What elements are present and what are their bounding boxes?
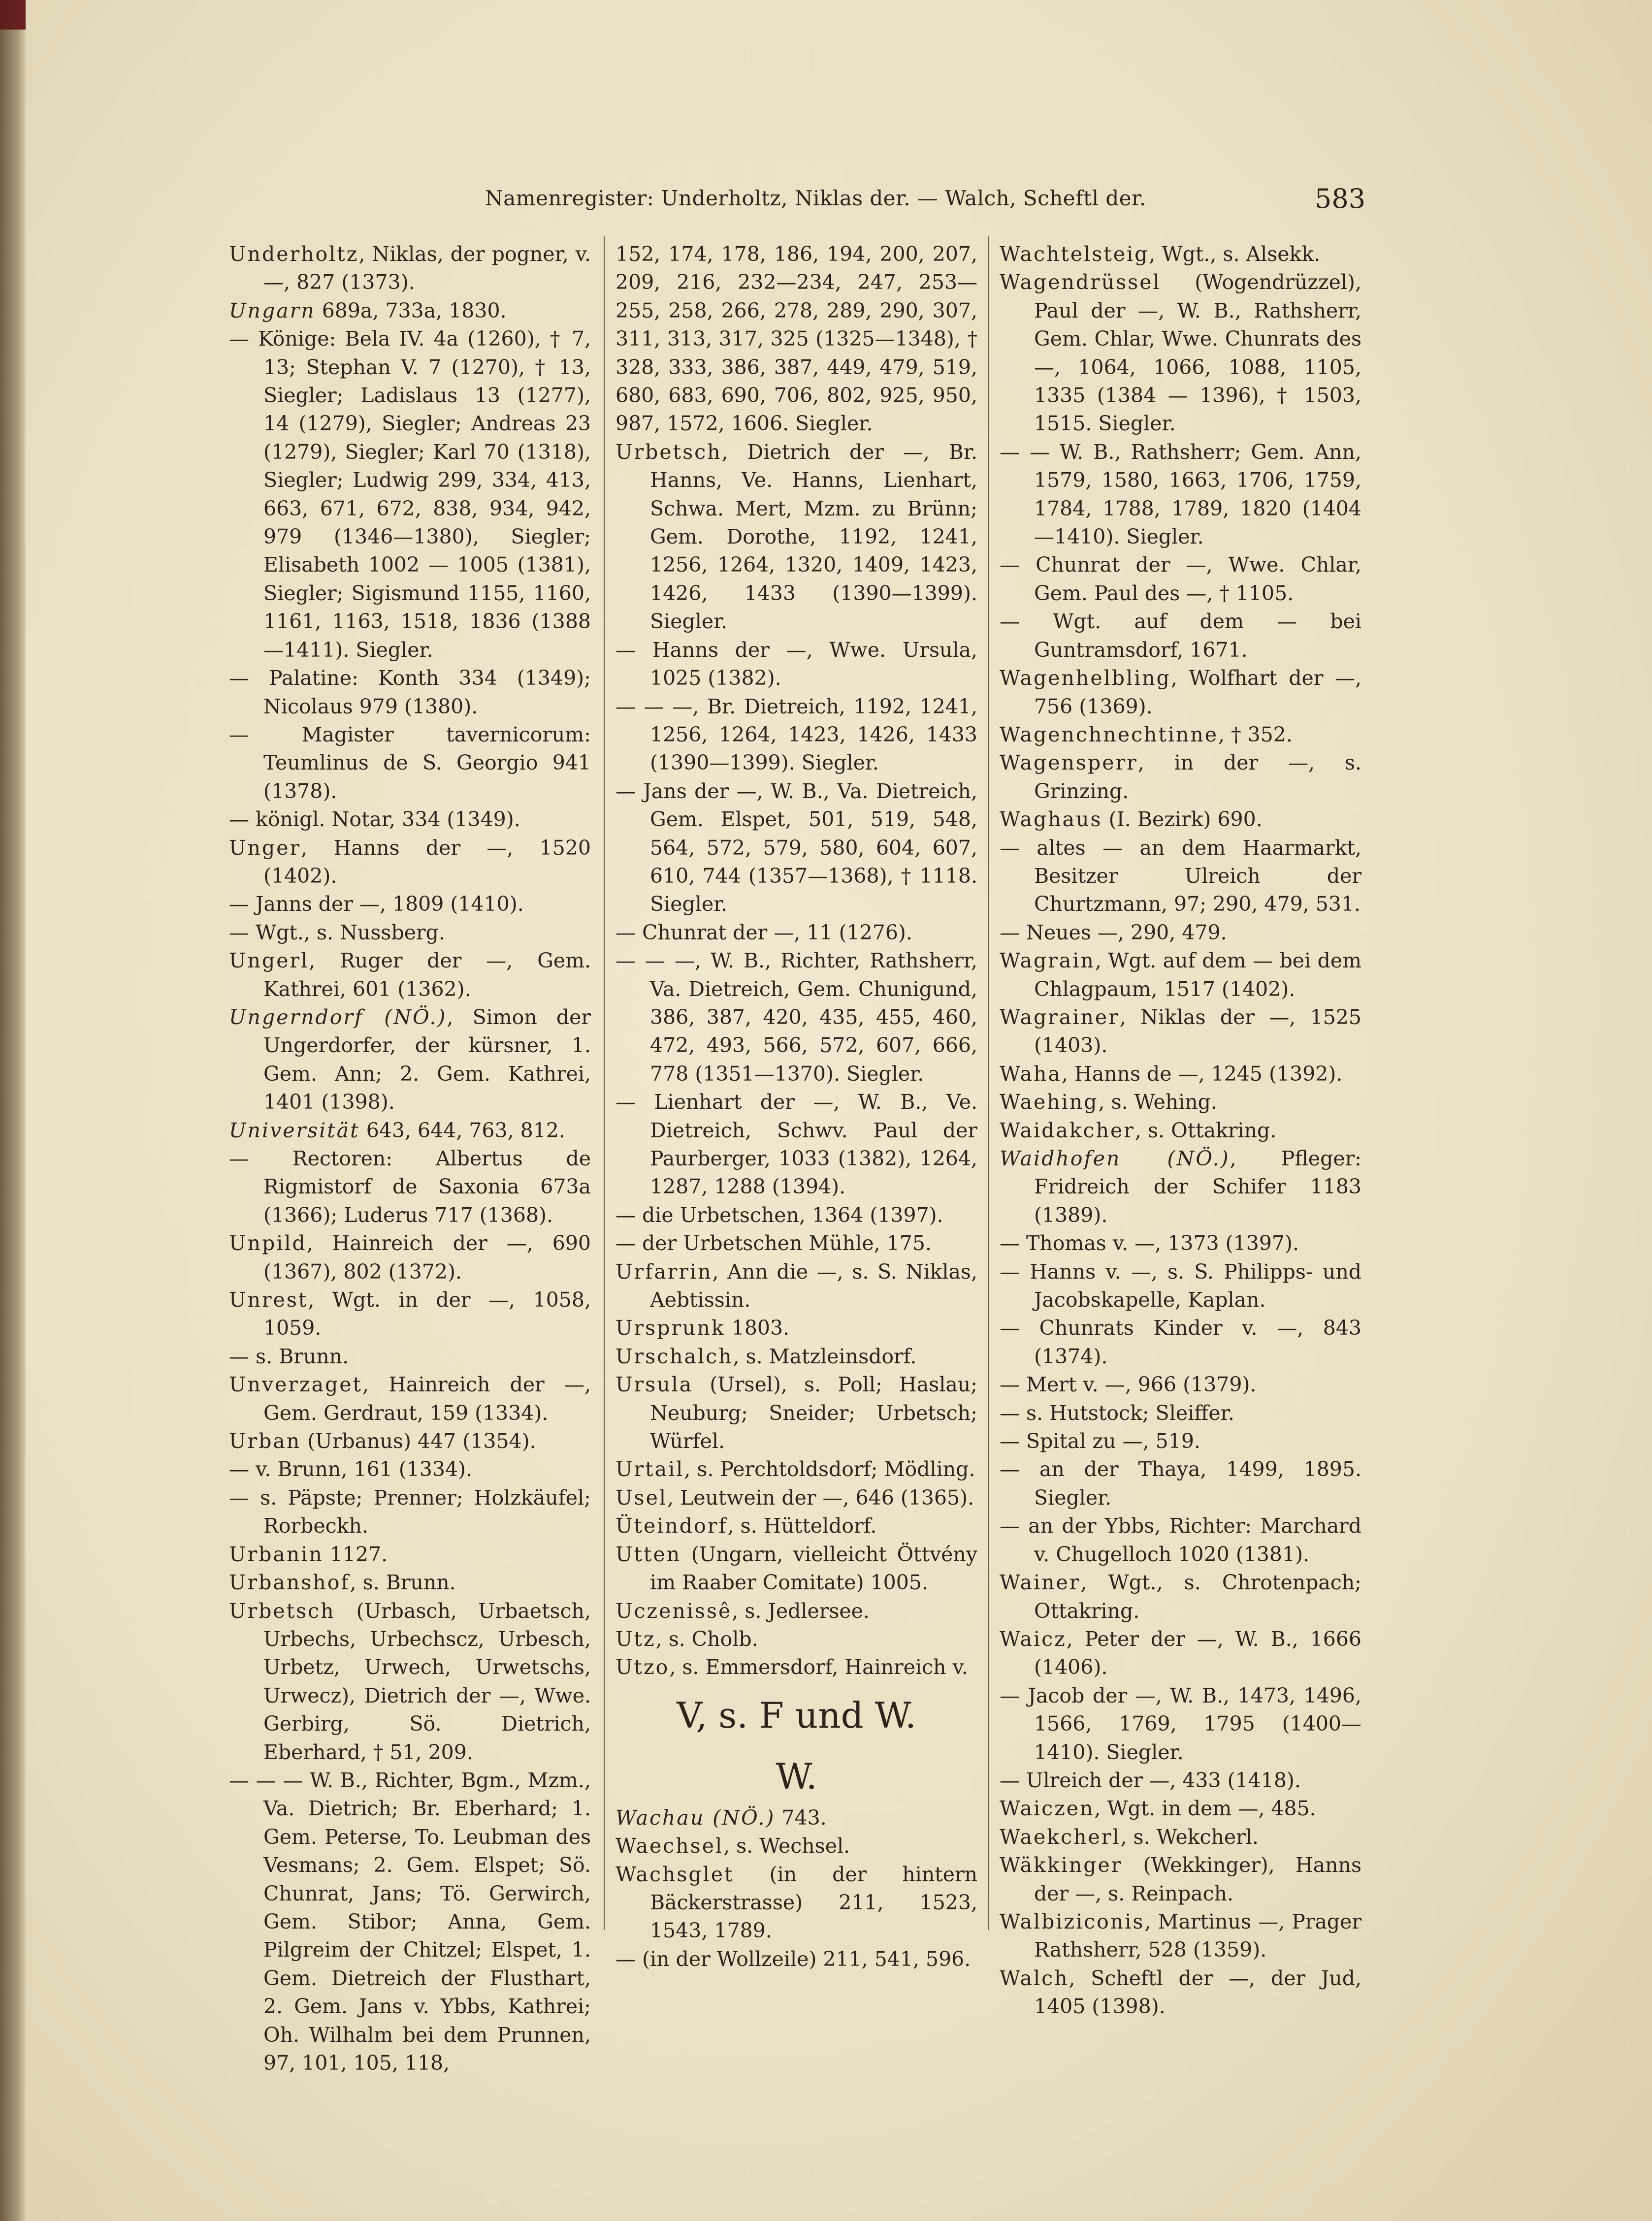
page-number: 583 xyxy=(1315,183,1366,214)
entry-headword: Üteindorf xyxy=(615,1514,728,1538)
entry-text: , s. Wekcherl. xyxy=(1120,1825,1259,1849)
entry-text: , Wolfhart der —, 756 (1369). xyxy=(1034,666,1361,718)
entry-text: , s. Cholb. xyxy=(655,1627,758,1651)
entry-headword: Utten xyxy=(615,1542,681,1566)
index-entry xyxy=(229,1767,591,2077)
index-entry xyxy=(615,1945,977,1973)
entry-headword: Ungerndorf (NÖ.) xyxy=(229,1005,447,1029)
index-entry xyxy=(229,1427,591,1455)
entry-text: — Magister tavernicorum: Teumlinus de S. Georgio 941 (1378). xyxy=(229,722,591,803)
entry-text: , Hainreich der —, Gem. Gerdraut, 159 (1334). xyxy=(263,1373,591,1425)
index-entry xyxy=(615,1541,977,1597)
column-rule-right xyxy=(988,236,989,1930)
index-entry xyxy=(615,1653,977,1681)
entry-headword: Usel xyxy=(615,1485,667,1510)
entry-text: (I. Bezirk) 690. xyxy=(1102,807,1263,832)
entry-text: , Wgt., s. Chrotenpach; Ottakring. xyxy=(1034,1571,1361,1623)
entry-headword: Wachau (NÖ.) xyxy=(615,1805,776,1830)
entry-headword: Urbanshof xyxy=(229,1571,350,1595)
entry-text: , Pfleger: Fridreich der Schifer 1183 (1389). xyxy=(1034,1147,1361,1227)
entry-text: , in der —, s. Grinzing. xyxy=(1034,751,1361,803)
entry-text: — s. Päpste; Prenner; Holzkäufel; Rorbeckh. xyxy=(229,1485,591,1538)
entry-text: — Palatine: Konth 334 (1349); Nicolaus 979 (1380). xyxy=(229,666,591,718)
entry-text: — Wgt., s. Nussberg. xyxy=(229,920,445,944)
entry-headword: Unrest xyxy=(229,1288,308,1312)
index-entry xyxy=(1000,1060,1361,1088)
entry-text: 152, 174, 178, 186, 194, 200, 207, 209, 216, 232—234, 247, 253—255, 258, 266, 278, 289, 290, 307, 311, 313, 317, 325 (1325—1348), † 328, 333, 386, 387, 449, 479, 519, 680, 683, 690, 706, 802, 925, 950, 987, 1572, 1606. Siegler. xyxy=(615,242,977,436)
entry-text: — Lienhart der —, W. B., Ve. Dietreich, Schwv. Paul der Paurberger, 1033 (1382), 1264, 1287, 1288 (1394). xyxy=(615,1090,977,1199)
section-heading: V, s. F und W. xyxy=(677,1694,916,1736)
index-entry xyxy=(229,325,591,664)
entry-text: — Jans der —, W. B., Va. Dietreich, Gem. Elspet, 501, 519, 548, 564, 572, 579, 580, 604, 607, 610, 744 (1357—1368), † 1118. Siegler. xyxy=(615,779,977,916)
entry-headword: Wagrainer xyxy=(1000,1005,1120,1029)
entry-text: , s. Hütteldorf. xyxy=(727,1514,877,1538)
entry-text: — s. Brunn. xyxy=(229,1344,349,1368)
index-entry xyxy=(1000,1851,1361,1908)
index-entry xyxy=(1000,551,1361,608)
entry-text: , s. Perchtoldsdorf; Mödling. xyxy=(684,1457,975,1481)
index-entry xyxy=(1000,1767,1361,1795)
index-entry xyxy=(229,947,591,1003)
entry-text: — Hanns v. —, s. S. Philipps- und Jacobskapelle, Kaplan. xyxy=(1000,1259,1361,1312)
index-entry xyxy=(229,805,591,834)
index-entry xyxy=(615,1371,977,1455)
entry-text: (Wekkinger), Hanns der —, s. Reinpach. xyxy=(1034,1853,1361,1905)
entry-text: , Simon der Ungerdorfer, der kürsner, 1. Gem. Ann; 2. Gem. Kathrei, 1401 (1398). xyxy=(263,1005,591,1114)
index-entry xyxy=(229,890,591,918)
index-entry xyxy=(1000,1625,1361,1682)
entry-headword: Ursula xyxy=(615,1373,693,1397)
index-entry xyxy=(229,1003,591,1117)
entry-headword: Utz xyxy=(615,1627,656,1651)
entry-headword: Waiczen xyxy=(1000,1797,1095,1821)
entry-headword: Underholtz xyxy=(229,242,359,266)
index-entry xyxy=(615,919,977,947)
entry-headword: Wagensperr xyxy=(1000,751,1138,775)
entry-text: — — —, W. B., Richter, Rathsherr, Va. Dietreich, Gem. Chunigund, 386, 387, 420, 435, 455, 460, 472, 493, 566, 572, 607, 666, 778 (1351—1370). Siegler. xyxy=(615,949,977,1086)
entry-headword: Wainer xyxy=(1000,1571,1081,1595)
entry-text: — altes — an dem Haarmarkt, Besitzer Ulreich der Churtzmann, 97; 290, 479, 531. xyxy=(1000,836,1361,916)
index-entry xyxy=(615,1201,977,1229)
entry-text: , Hainreich der —, 690 (1367), 802 (1372). xyxy=(263,1231,591,1284)
entry-headword: Urban xyxy=(229,1429,301,1453)
index-entry xyxy=(1000,268,1361,438)
entry-text: — die Urbetschen, 1364 (1397). xyxy=(615,1203,943,1227)
index-entry xyxy=(615,636,977,693)
index-entry xyxy=(1000,1455,1361,1512)
entry-headword: Uczenissê xyxy=(615,1599,732,1623)
entry-text: — Wgt. auf dem — bei Guntramsdorf, 1671. xyxy=(1000,610,1361,662)
entry-headword: Urbetsch xyxy=(615,440,722,464)
index-entry xyxy=(1000,1088,1361,1116)
index-entry xyxy=(229,297,591,325)
entry-headword: Waghaus xyxy=(1000,807,1102,832)
index-entry xyxy=(1000,1823,1361,1851)
entry-text: — — — W. B., Richter, Bgm., Mzm., Va. Dietrich; Br. Eberhard; 1. Gem. Peterse, To. Leubman des Vesmans; 2. Gem. Elspet; Sö. Chunrat, Jans; Tö. Gerwirch, Gem. Stibor; Anna, Gem. Pilgreim der Chitzel; Elspet, 1. Gem. Dietreich der Flusthart, 2. Gem. Jans v. Ybbs, Kathrei; Oh. Wilhalm bei dem Prunnen, 97, 101, 105, 118, xyxy=(229,1768,591,2075)
entry-text: , Peter der —, W. B., 1666 (1406). xyxy=(1034,1627,1361,1679)
index-entry xyxy=(615,1832,977,1860)
index-entry xyxy=(229,1541,591,1569)
entry-text: 1127. xyxy=(323,1542,388,1566)
entry-headword: Ungerl xyxy=(229,949,309,973)
entry-text: — — —, Br. Dietreich, 1192, 1241, 1256, 1264, 1423, 1426, 1433 (1390—1399). Siegler. xyxy=(615,694,977,775)
entry-headword: Urtail xyxy=(615,1457,684,1481)
entry-text: (Urbasch, Urbaetsch, Urbechs, Urbechscz, Urbesch, Urbetz, Urwech, Urwetschs, Urwecz), Dietrich der —, Wwe. Gerbirg, Sö. Dietrich, Eberhard, † 51, 209. xyxy=(263,1599,591,1764)
entry-text: — v. Brunn, 161 (1334). xyxy=(229,1457,473,1481)
entry-text: 743. xyxy=(775,1805,827,1830)
index-entry xyxy=(1000,1258,1361,1315)
entry-text: , Ruger der —, Gem. Kathrei, 601 (1362). xyxy=(263,949,591,1001)
entry-text: — s. Hutstock; Sleiffer. xyxy=(1000,1401,1234,1425)
index-entry xyxy=(1000,1371,1361,1399)
index-entry xyxy=(615,240,977,438)
entry-text: , Hanns de —, 1245 (1392). xyxy=(1061,1062,1343,1086)
entry-text: 1803. xyxy=(725,1316,790,1340)
index-entry xyxy=(1000,1964,1361,2021)
entry-text: — Rectoren: Albertus de Rigmistorf de Saxonia 673a (1366); Luderus 717 (1368). xyxy=(229,1147,591,1227)
entry-headword: Wagenhelbling xyxy=(1000,666,1171,690)
index-entry xyxy=(229,1117,591,1145)
entry-text: (in der hintern Bäckerstrasse) 211, 1523, 1543, 1789. xyxy=(650,1862,977,1943)
book-spine xyxy=(0,30,26,2221)
index-entry xyxy=(1000,721,1361,749)
index-entry xyxy=(615,1229,977,1257)
index-entry xyxy=(615,1861,977,1945)
entry-headword: Waidhofen (NÖ.) xyxy=(1000,1147,1230,1170)
entry-text: , s. Wechsel. xyxy=(723,1834,850,1858)
entry-headword: Unpild xyxy=(229,1231,307,1255)
entry-text: , Martinus —, Prager Rathsherr, 528 (1359). xyxy=(1034,1909,1361,1962)
entry-text: — an der Ybbs, Richter: Marchard v. Chugelloch 1020 (1381). xyxy=(1000,1514,1361,1566)
entry-text: , s. Jedlersee. xyxy=(732,1599,870,1623)
entry-text: — Chunrats Kinder v. —, 843 (1374). xyxy=(1000,1316,1361,1368)
entry-headword: Wagrain xyxy=(1000,949,1095,973)
index-entry xyxy=(1000,1795,1361,1823)
entry-headword: Waidakcher xyxy=(1000,1118,1135,1142)
index-entry xyxy=(615,1314,977,1342)
section-letter: W. xyxy=(776,1755,817,1797)
index-entry xyxy=(1000,1145,1361,1229)
entry-text: , Niklas, der pogner, v. —, 827 (1373). xyxy=(263,242,591,294)
running-title: Namenregister: Underholtz, Niklas der. — Walch, Scheftl der. xyxy=(485,186,1146,210)
entry-headword: Ungarn xyxy=(229,298,316,322)
entry-text: , Hanns der —, 1520 (1402). xyxy=(263,836,591,888)
entry-headword: Waechsel xyxy=(615,1834,724,1858)
index-column-3 xyxy=(1000,240,1361,2021)
entry-text: 689a, 733a, 1830. xyxy=(315,298,507,322)
entry-text: — Thomas v. —, 1373 (1397). xyxy=(1000,1231,1299,1255)
index-entry xyxy=(1000,1117,1361,1145)
entry-text: — Chunrat der —, 11 (1276). xyxy=(615,920,912,944)
entry-headword: Wagendrüssel xyxy=(1000,270,1161,294)
index-entry xyxy=(1000,240,1361,268)
index-entry xyxy=(1000,438,1361,551)
column-rule-left xyxy=(604,236,605,1930)
entry-headword: Walch xyxy=(1000,1966,1069,1990)
index-entry xyxy=(1000,1569,1361,1625)
index-entry xyxy=(1000,1314,1361,1371)
entry-text: , Wgt. in dem —, 485. xyxy=(1094,1797,1316,1821)
entry-headword: Waicz xyxy=(1000,1627,1067,1651)
index-entry xyxy=(229,1343,591,1371)
index-entry xyxy=(229,721,591,805)
index-entry xyxy=(1000,919,1361,947)
entry-text: — Spital zu —, 519. xyxy=(1000,1429,1200,1453)
entry-text: , Wgt., s. Alsekk. xyxy=(1149,242,1321,266)
entry-text: — Ulreich der —, 433 (1418). xyxy=(1000,1768,1301,1792)
entry-text: , s. Ottakring. xyxy=(1134,1118,1277,1142)
index-entry xyxy=(1000,749,1361,805)
index-entry xyxy=(229,664,591,721)
index-column-2-lower xyxy=(615,1804,977,1973)
entry-text: — Könige: Bela IV. 4a (1260), † 7, 13; Stephan V. 7 (1270), † 13, Siegler; Ladislaus 13 (1277), 14 (1279), Siegler; Andreas 23 (1279), Siegler; Karl 70 (1318), Siegler; Ludwig 299, 334, 413, 663, 671, 672, 838, 934, 942, 979 (1346—1380), Siegler; Elisabeth 1002 — 1005 (1381), Siegler; Sigismund 1155, 1160, 1161, 1163, 1518, 1836 (1388—1411). Siegler. xyxy=(229,327,591,662)
index-entry xyxy=(229,1569,591,1597)
index-entry xyxy=(615,1343,977,1371)
entry-text: — (in der Wollzeile) 211, 541, 596. xyxy=(615,1947,971,1971)
index-entry xyxy=(615,1455,977,1483)
index-entry xyxy=(229,1455,591,1483)
index-entry xyxy=(229,1597,591,1767)
entry-text: — Chunrat der —, Wwe. Chlar, Gem. Paul des —, † 1105. xyxy=(1000,553,1361,605)
entry-text: , s. Emmersdorf, Hainreich v. xyxy=(669,1655,968,1679)
index-column-2 xyxy=(615,240,977,1973)
entry-text: , s. Wehing. xyxy=(1098,1090,1217,1114)
index-entry xyxy=(615,1804,977,1832)
entry-headword: Unger xyxy=(229,836,301,860)
index-entry xyxy=(615,1258,977,1315)
entry-text: , Dietrich der —, Br. Hanns, Ve. Hanns, Lienhart, Schwa. Mert, Mzm. zu Brünn; Gem. Dorothe, 1192, 1241, 1256, 1264, 1320, 1409, 1423, 1426, 1433 (1390—1399). Siegler. xyxy=(650,440,977,634)
entry-headword: Waehing xyxy=(1000,1090,1099,1114)
entry-text: — Hanns der —, Wwe. Ursula, 1025 (1382). xyxy=(615,638,977,690)
entry-text: (Urbanus) 447 (1354). xyxy=(301,1429,536,1453)
index-entry xyxy=(1000,1399,1361,1427)
index-column-2-upper xyxy=(615,240,977,1682)
entry-text: , Wgt. in der —, 1058, 1059. xyxy=(263,1288,591,1340)
index-entry xyxy=(615,693,977,777)
entry-text: (Ursel), s. Poll; Haslau; Neuburg; Sneider; Urbetsch; Würfel. xyxy=(650,1373,977,1453)
entry-headword: Urbetsch xyxy=(229,1599,335,1623)
index-column-1 xyxy=(229,240,591,2077)
index-entry xyxy=(1000,1427,1361,1455)
index-entry xyxy=(229,1484,591,1541)
entry-text: , † 352. xyxy=(1218,722,1293,746)
entry-text: , Niklas der —, 1525 (1403). xyxy=(1034,1005,1361,1058)
index-entry xyxy=(229,240,591,297)
entry-headword: Urfarrin xyxy=(615,1259,713,1284)
entry-text: , Scheftl der —, der Jud, 1405 (1398). xyxy=(1034,1966,1361,2019)
entry-text: , Wgt. auf dem — bei dem Chlagpaum, 1517 (1402). xyxy=(1034,949,1361,1001)
index-entry xyxy=(615,777,977,919)
index-entry xyxy=(1000,805,1361,834)
entry-headword: Wagenchnechtinne xyxy=(1000,722,1219,746)
entry-headword: Urbanin xyxy=(229,1542,324,1566)
entry-text: (Ungarn, vielleicht Öttvény im Raaber Comitate) 1005. xyxy=(650,1542,977,1595)
index-entry xyxy=(615,1484,977,1512)
index-entry xyxy=(1000,1682,1361,1767)
index-entry xyxy=(229,919,591,947)
index-entry xyxy=(1000,664,1361,721)
index-entry xyxy=(615,1088,977,1201)
index-entry xyxy=(1000,1003,1361,1060)
index-entry xyxy=(229,834,591,891)
index-entry xyxy=(229,1371,591,1427)
entry-text: — — W. B., Rathsherr; Gem. Ann, 1579, 1580, 1663, 1706, 1759, 1784, 1788, 1789, 1820 (1404—1410). Siegler. xyxy=(1000,440,1361,549)
index-entry xyxy=(1000,1512,1361,1569)
entry-text: — königl. Notar, 334 (1349). xyxy=(229,807,520,832)
entry-text: (Wogendrüzzel), Paul der —, W. B., Rathsherr, Gem. Chlar, Wwe. Chunrats des —, 1064, 1066, 1088, 1105, 1335 (1384 — 1396), † 1503, 1515. Siegler. xyxy=(1034,270,1361,436)
index-entry xyxy=(615,1512,977,1540)
entry-text: , s. Brunn. xyxy=(350,1571,456,1595)
entry-text: , Ann die —, s. S. Niklas, Aebtissin. xyxy=(650,1259,977,1312)
index-entry xyxy=(615,1597,977,1625)
index-entry xyxy=(1000,608,1361,664)
entry-text: , Leutwein der —, 646 (1365). xyxy=(667,1485,974,1510)
entry-text: — der Urbetschen Mühle, 175. xyxy=(615,1231,932,1255)
entry-text: — Neues —, 290, 479. xyxy=(1000,920,1227,944)
entry-headword: Universität xyxy=(229,1118,360,1142)
entry-text: — an der Thaya, 1499, 1895. Siegler. xyxy=(1000,1457,1361,1510)
index-entry xyxy=(615,947,977,1088)
index-entry xyxy=(1000,1908,1361,1964)
entry-headword: Ursprunk xyxy=(615,1316,725,1340)
entry-headword: Urschalch xyxy=(615,1344,733,1368)
entry-text: , s. Matzleinsdorf. xyxy=(733,1344,917,1368)
entry-headword: Wachtelsteig xyxy=(1000,242,1149,266)
index-entry xyxy=(1000,947,1361,1003)
entry-text: — Jacob der —, W. B., 1473, 1496, 1566, 1769, 1795 (1400—1410). Siegler. xyxy=(1000,1683,1361,1764)
entry-text: — Mert v. —, 966 (1379). xyxy=(1000,1373,1257,1397)
index-entry xyxy=(1000,834,1361,919)
entry-headword: Utzo xyxy=(615,1655,670,1679)
index-entry xyxy=(615,1625,977,1653)
entry-headword: Wäkkinger xyxy=(1000,1853,1123,1877)
index-entry xyxy=(229,1229,591,1286)
entry-text: — Janns der —, 1809 (1410). xyxy=(229,892,524,916)
index-entry xyxy=(1000,1229,1361,1257)
index-entry xyxy=(615,438,977,636)
entry-headword: Waha xyxy=(1000,1062,1062,1086)
entry-headword: Wachsglet xyxy=(615,1862,734,1886)
index-entry xyxy=(229,1286,591,1343)
index-entry xyxy=(229,1145,591,1229)
entry-headword: Waekcherl xyxy=(1000,1825,1121,1849)
entry-headword: Walbiziconis xyxy=(1000,1909,1145,1933)
entry-headword: Unverzaget xyxy=(229,1373,363,1397)
entry-text: 643, 644, 763, 812. xyxy=(359,1118,565,1142)
